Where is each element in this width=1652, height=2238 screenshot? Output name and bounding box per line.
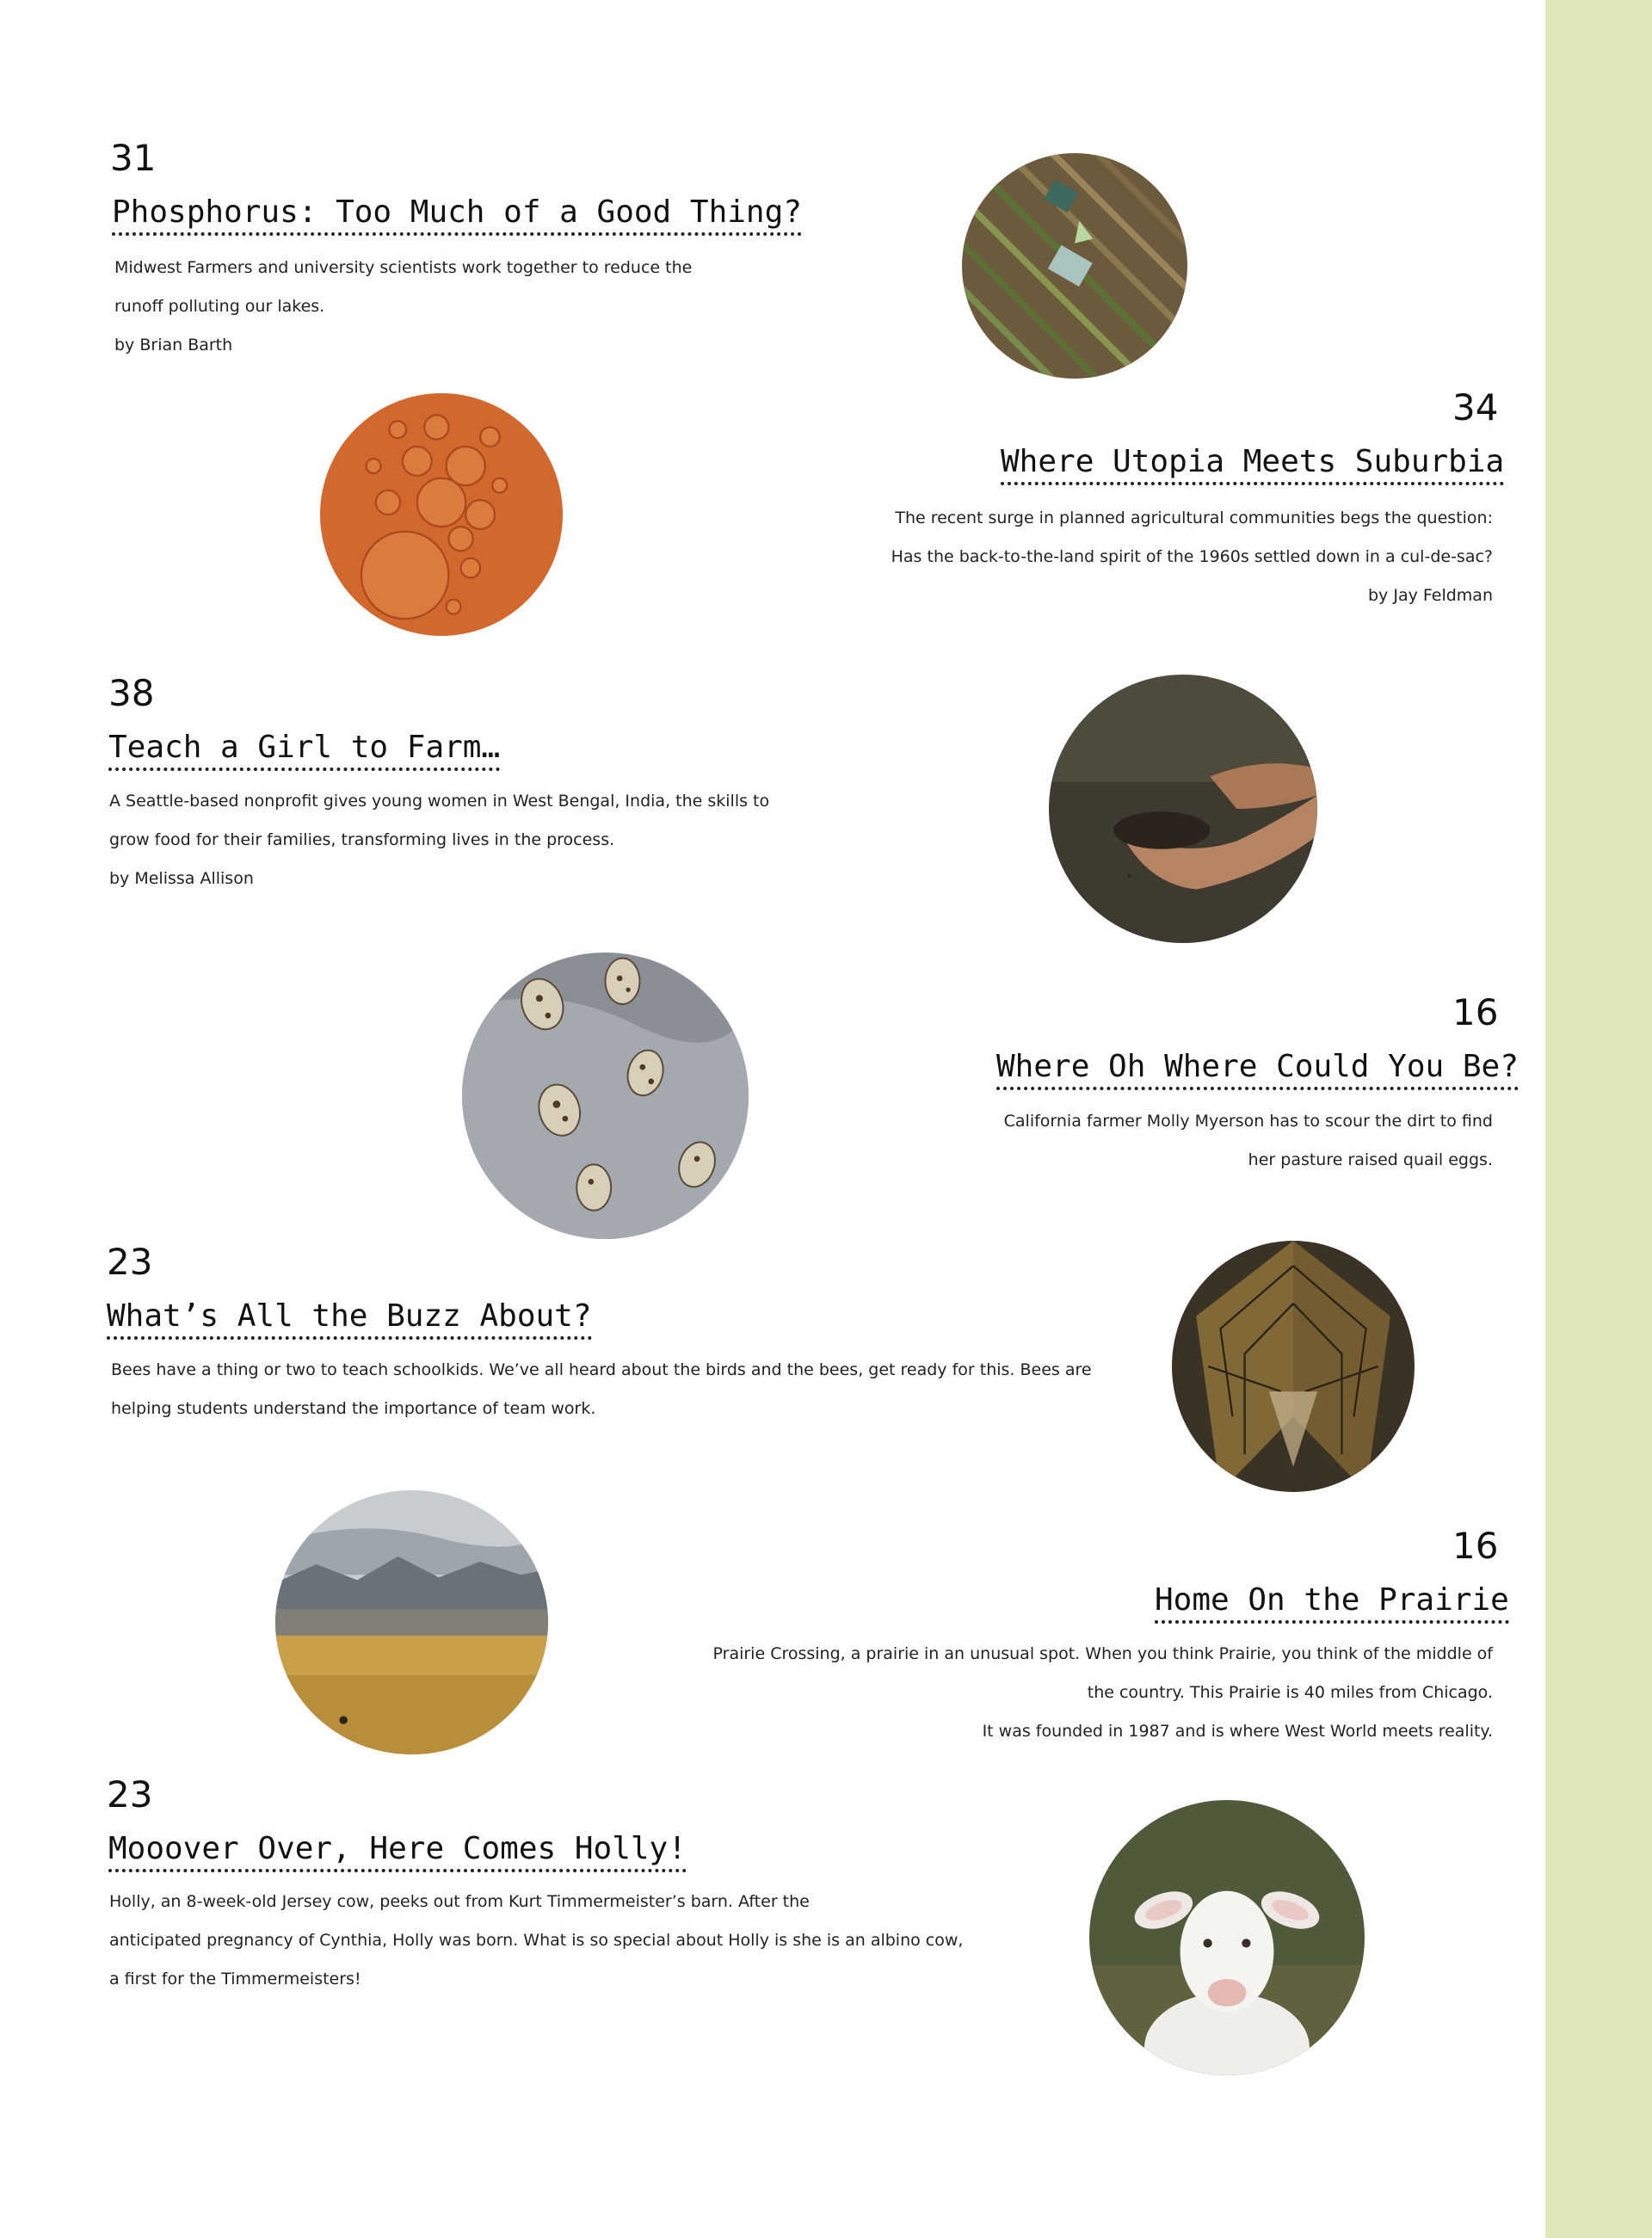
- article-page-number: 31: [110, 137, 157, 179]
- article-page-number: 34: [1452, 386, 1499, 428]
- bee-wings-photo-icon: [1172, 1241, 1415, 1492]
- article-description: [109, 1883, 963, 1999]
- description-line: the country. This Prairie is 40 miles from Chicago.: [1087, 1683, 1493, 1702]
- article-author: by Brian Barth: [114, 336, 233, 355]
- article-description: [109, 782, 769, 898]
- article-title-link[interactable]: Mooover Over, Here Comes Holly!: [108, 1829, 687, 1872]
- hands-soil-photo-icon: [1049, 675, 1317, 943]
- article-title-link[interactable]: Teach a Girl to Farm…: [108, 728, 500, 771]
- article-description: [878, 1102, 1493, 1180]
- article-page-number: 16: [1452, 1525, 1499, 1567]
- article-page-number: 38: [108, 672, 155, 714]
- description-line: grow food for their families, transforming lives in the process.: [109, 830, 615, 849]
- article-description: [688, 1635, 1493, 1751]
- description-line: a first for the Timmermeisters!: [109, 1970, 361, 1988]
- article-author: by Melissa Allison: [109, 869, 254, 888]
- prairie-mountains-photo-icon: [275, 1490, 548, 1754]
- article-description: [114, 249, 692, 365]
- article-page-number: 23: [107, 1773, 153, 1816]
- description-line: Has the back-to-the-land spirit of the 1960s settled down in a cul-de-sac?: [891, 547, 1493, 566]
- article-title-link[interactable]: What’s All the Buzz About?: [107, 1297, 592, 1340]
- article-title-link[interactable]: Where Utopia Meets Suburbia: [1001, 442, 1504, 485]
- description-line: Holly, an 8-week-old Jersey cow, peeks out from Kurt Timmermeister’s barn. After the: [109, 1892, 810, 1911]
- description-line: California farmer Molly Myerson has to scour the dirt to find: [1003, 1112, 1493, 1131]
- description-line: her pasture raised quail eggs.: [1248, 1150, 1493, 1169]
- article-author: by Jay Feldman: [1368, 586, 1493, 605]
- tractor-field-photo-icon: [962, 153, 1187, 379]
- side-accent-bar: [1545, 0, 1652, 2238]
- description-line: Bees have a thing or two to teach schoolkids. We’ve all heard about the birds and the bees, get ready for this. Bees are: [111, 1360, 1092, 1379]
- description-line: runoff polluting our lakes.: [114, 297, 325, 316]
- article-description: [878, 499, 1493, 615]
- description-line: The recent surge in planned agricultural communities begs the question:: [895, 509, 1493, 527]
- article-description: [111, 1351, 1092, 1428]
- description-line: Prairie Crossing, a prairie in an unusual spot. When you think Prairie, you think of the middle of: [712, 1644, 1493, 1663]
- description-line: It was founded in 1987 and is where West World meets reality.: [982, 1722, 1493, 1741]
- description-line: anticipated pregnancy of Cynthia, Holly was born. What is so special about Holly is she is an albino cow,: [109, 1931, 964, 1950]
- description-line: Midwest Farmers and university scientists work together to reduce the: [114, 258, 693, 277]
- description-line: helping students understand the importance of team work.: [111, 1399, 596, 1418]
- article-title-link[interactable]: Home On the Prairie: [1155, 1581, 1509, 1624]
- article-page-number: 16: [1452, 991, 1499, 1033]
- description-line: A Seattle-based nonprofit gives young women in West Bengal, India, the skills to: [109, 792, 770, 811]
- white-calf-photo-icon: [1089, 1800, 1365, 2075]
- article-page-number: 23: [107, 1241, 153, 1283]
- article-title-link[interactable]: Phosphorus: Too Much of a Good Thing?: [112, 193, 802, 236]
- oil-bubbles-photo-icon: [320, 393, 563, 636]
- quail-eggs-photo-icon: [462, 953, 749, 1239]
- article-title-link[interactable]: Where Oh Where Could You Be?: [996, 1047, 1519, 1090]
